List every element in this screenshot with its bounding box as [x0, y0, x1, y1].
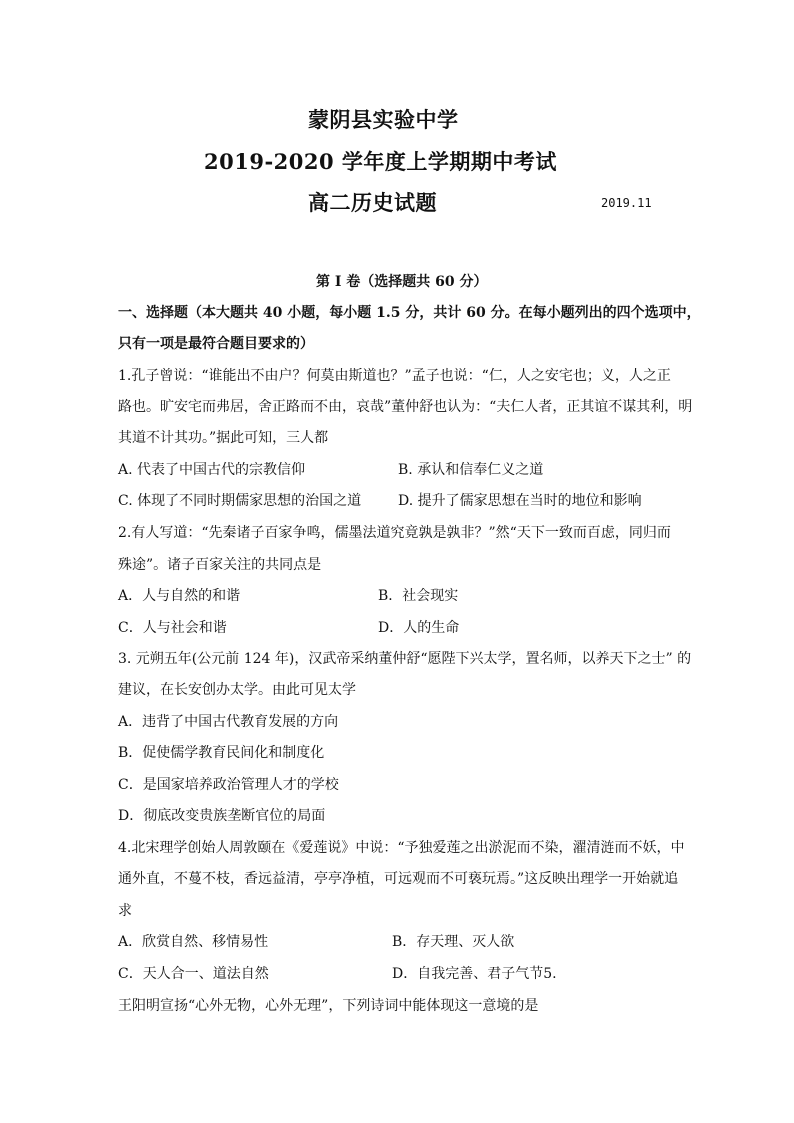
subject-title: 高二历史试题 — [308, 190, 437, 215]
q4-stem-line-2: 通外直，不蔓不枝，香远益清，亭亭净植，可远观而不可亵玩焉。”这反映出理学一开始就追 — [118, 871, 679, 887]
instruction-line-1: 一、选择题（本大题共 40 小题，每小题 1.5 分，共计 60 分。在每小题列出的四个选项中， — [118, 305, 701, 321]
q4-option-a: A．欣赏自然、移情易性 — [118, 934, 269, 950]
instruction-line-2: 只有一项是最符合题目要求的） — [118, 336, 314, 352]
q1-option-a: A. 代表了中国古代的宗教信仰 — [118, 462, 306, 478]
q2-option-a: A．人与自然的和谐 — [118, 588, 241, 604]
q2-stem-line-2: 殊途”。诸子百家关注的共同点是 — [118, 557, 322, 573]
school-name: 蒙阴县实验中学 — [308, 107, 459, 132]
q4-option-c: C．天人合一、道法自然 — [118, 966, 269, 982]
q3-option-c: C．是国家培养政治管理人才的学校 — [118, 777, 339, 793]
q2-option-d: D．人的生命 — [378, 620, 460, 636]
q1-option-d: D. 提升了儒家思想在当时的地位和影响 — [398, 493, 642, 509]
q1-stem-line-3: 其道不计其功。”据此可知，三人都 — [118, 430, 329, 446]
q3-option-b: B．促使儒学教育民间化和制度化 — [118, 745, 325, 761]
volume-title: 第 I 卷（选择题共 60 分） — [316, 274, 488, 290]
q1-option-b: B. 承认和信奉仁义之道 — [398, 462, 544, 478]
q4-option-b: B．存天理、灭人欲 — [392, 934, 515, 950]
q1-option-c: C. 体现了不同时期儒家思想的治国之道 — [118, 493, 362, 509]
q4-option-d: D．自我完善、君子气节5. — [392, 966, 557, 982]
exam-date: 2019.11 — [601, 196, 652, 210]
q3-stem-line-2: 建议，在长安创办太学。由此可见太学 — [118, 682, 356, 698]
q1-stem-line-2: 路也。旷安宅而弗居，舍正路而不由，哀哉”董仲舒也认为：“夫仁人者，正其谊不谋其利，明 — [118, 399, 693, 415]
q1-stem-line-1: 1.孔子曾说：“谁能出不由户？何莫由斯道也？”孟子也说：“仁，人之安宅也；义，人之正 — [118, 368, 671, 384]
q4-stem-line-3: 求 — [118, 903, 132, 919]
q4-stem-line-1: 4.北宋理学创始人周敦颐在《爱莲说》中说：“予独爱莲之出淤泥而不染，濯清涟而不妖，中 — [118, 840, 685, 856]
q2-option-c: C．人与社会和谐 — [118, 620, 227, 636]
exam-term-title: 2019-2020 学年度上学期期中考试 — [204, 149, 557, 174]
q3-option-d: D．彻底改变贵族垄断官位的局面 — [118, 808, 326, 824]
q3-stem-line-1: 3. 元朔五年(公元前 124 年)，汉武帝采纳董仲舒“愿陛下兴太学，置名师，以养天下之士” 的 — [118, 651, 692, 667]
q2-option-b: B．社会现实 — [378, 588, 459, 604]
q2-stem-line-1: 2.有人写道：“先秦诸子百家争鸣，儒墨法道究竟孰是孰非？”然“天下一致而百虑，同归而 — [118, 525, 671, 541]
q3-option-a: A．违背了中国古代教育发展的方向 — [118, 714, 339, 730]
q5-stem-line-1: 王阳明宣扬“心外无物，心外无理”，下列诗词中能体现这一意境的是 — [118, 998, 539, 1014]
